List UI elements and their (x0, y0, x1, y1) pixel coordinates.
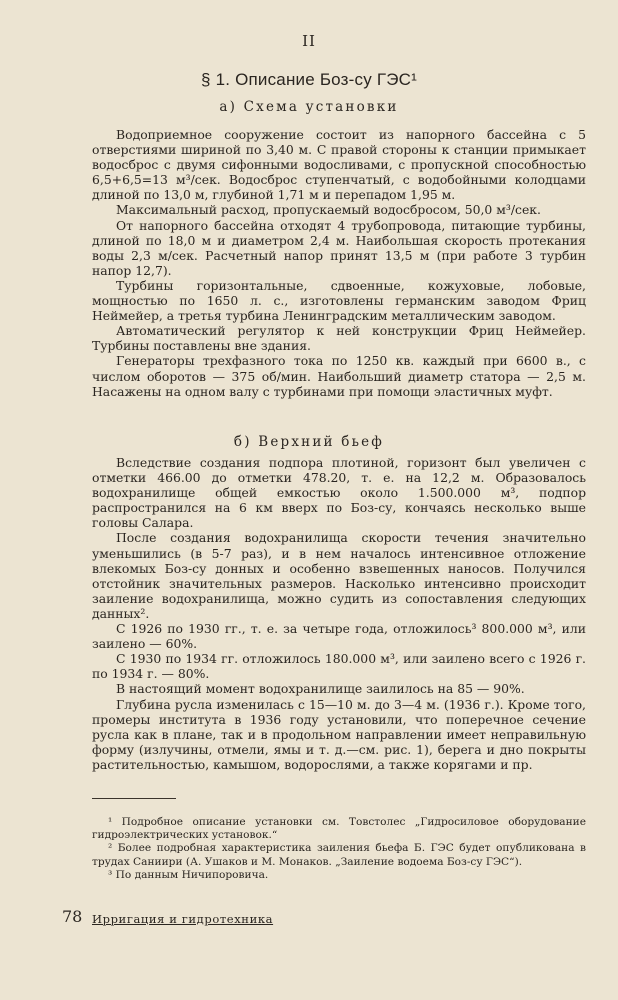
paragraph: Генераторы трехфазного тока по 1250 кв. каждый при 6600 в., с числом оборотов — 375 об/мин. Наибольший диаметр статора — 2,5 м. Насажены на одном валу с турбинами при помощи эластичных муфт. (92, 353, 586, 399)
section-title: § 1. Описание Боз-су ГЭС¹ (201, 70, 417, 89)
paragraph: Автоматический регулятор к ней конструкции Фриц Неймейер. Турбины поставлены вне здания. (92, 323, 586, 354)
footnote: ¹ Подробное описание установки см. Товстолес „Гидросиловое оборудование гидроэлектрических установок.“ (92, 816, 586, 842)
paragraph: Турбины горизонтальные, сдвоенные, кожуховые, лобовые, мощностью по 1650 л. с., изготовлены германским заводом Фриц Неймейер, а третья турбина Ленинградским металлическим заводом. (92, 277, 586, 324)
paragraph: Водоприемное сооружение состоит из напорного бассейна с 5 отверстиями шириной по 3,40 м. С правой стороны к станции примыкает водосброс с двумя сифонными водосливами, с пропускной способностью 6,5+6,5=13 м³/сек. Водосброс ступенчатый, с водобойными колодцами длиной по 13,0 м, глубиной 1,71 м и перепадом 1,95 м. (92, 127, 586, 203)
paragraph: Вследствие создания подпора плотиной, горизонт был увеличен с отметки 466.00 до отметки 478.20, т. е. на 12,2 м. Образовалось водохранилище общей емкостью около 1.500.000 м³, подпор распространился на 6 км вверх по Боз-су, кончаясь несколько выше головы Салара. (92, 455, 586, 531)
footnote: ² Более подробная характеристика заиления бьефа Б. ГЭС будет опубликована в трудах Саниири (А. Ушаков и М. Монаков. „Заиление водоема Боз-су ГЭС“). (92, 842, 586, 868)
page-number: 78 (62, 907, 83, 926)
footnote: ³ По данным Ничипоровича. (108, 868, 269, 881)
footnotes (92, 816, 586, 882)
paragraph: С 1926 по 1930 гг., т. е. за четыре года, отложилось³ 800.000 м³, или заилено — 60%. (92, 621, 586, 652)
subsection-heading-a: а) Схема установки (219, 99, 399, 115)
paragraph: В настоящий момент водохранилище заилилось на 85 — 90%. (116, 681, 525, 697)
page-roman-numeral: II (302, 32, 316, 50)
paragraph: От напорного бассейна отходят 4 трубопровода, питающие турбины, длиной по 18,0 м и диаметром 2,4 м. Наибольшая скорость протекания воды 2,3 м/сек. Расчетный напор принят 13,5 м (при работе 3 турбин напор 12,7). (92, 217, 586, 278)
paragraph: С 1930 по 1934 гг. отложилось 180.000 м³, или заилено всего с 1926 г. по 1934 г. — 80%. (92, 651, 586, 682)
footnote-divider (92, 798, 176, 799)
journal-title: Ирригация и гидротехника (92, 912, 274, 926)
paragraph: Максимальный расход, пропускаемый водосбросом, 50,0 м³/сек. (116, 202, 541, 218)
section-b-body (92, 455, 586, 772)
paragraph: После создания водохранилища скорости течения значительно уменьшились (в 5-7 раз), и в нем началось интенсивное отложение влекомых Боз-су донных и особенно взвешенных наносов. Получился отстойник значительных размеров. Насколько интенсивно происходит заиление водохранилища, можно судить из сопоставления следующих данных². (92, 530, 586, 621)
section-a-body (92, 127, 586, 399)
subsection-heading-b: б) Верхний бьеф (233, 434, 385, 450)
paragraph: Глубина русла изменилась с 15—10 м. до 3—4 м. (1936 г.). Кроме того, промеры института в 1936 году установили, что поперечное сечение русла как в плане, так и в продольном направлении имеет неправильную форму (излучины, отмели, ямы и т. д.—см. рис. 1), берега и дно покрыты растительностью, камышом, водорослями, а также корягами и пр. (92, 696, 586, 772)
